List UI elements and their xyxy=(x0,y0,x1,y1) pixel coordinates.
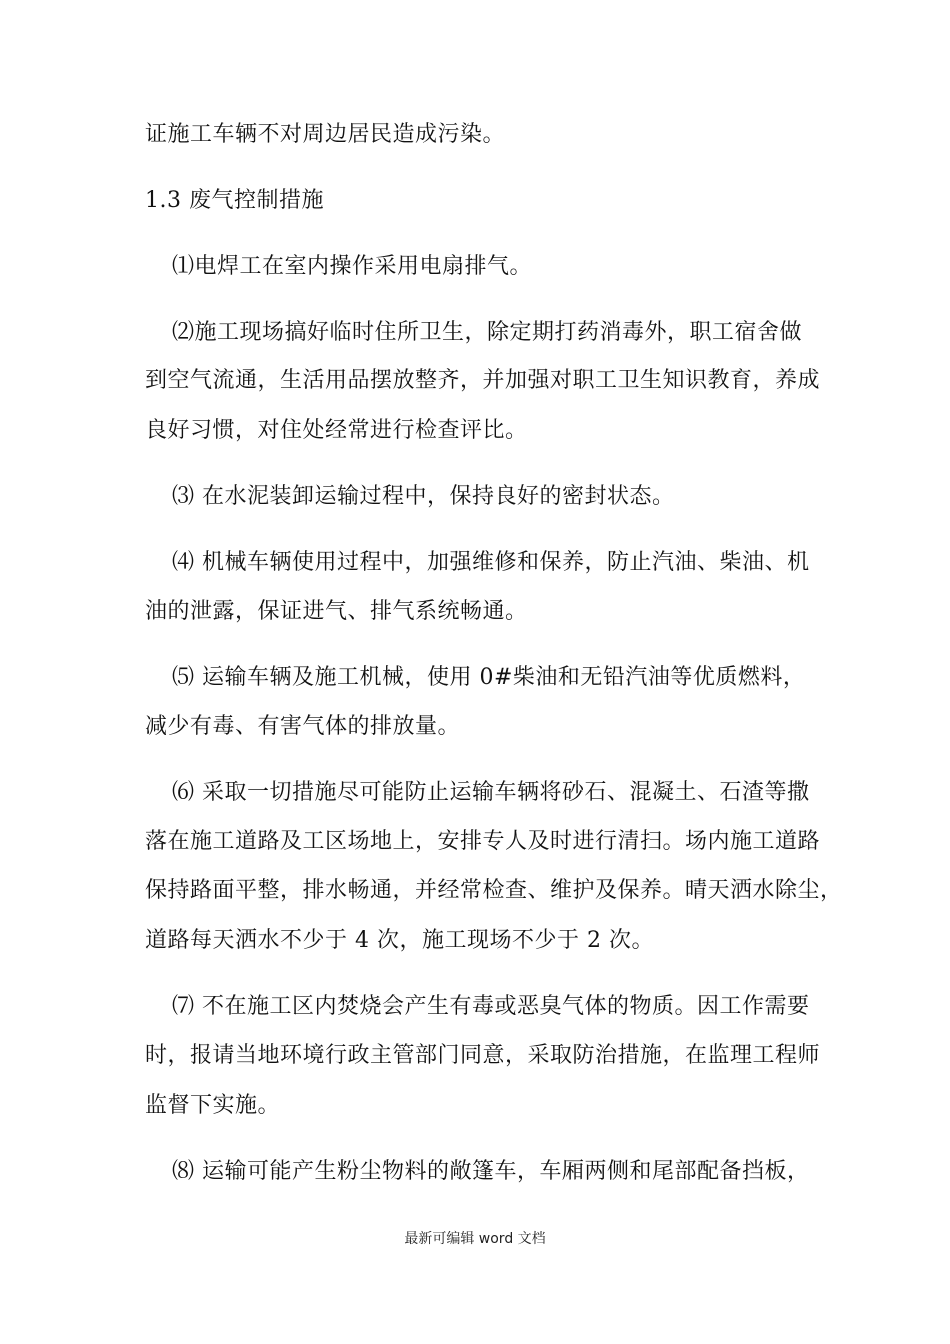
paragraph-line: 时，报请当地环境行政主管部门同意，采取防治措施，在监理工程师 xyxy=(145,1043,821,1068)
paragraph-line: 证施工车辆不对周边居民造成污染。 xyxy=(145,122,506,147)
paragraph-line: 良好习惯，对住处经常进行检查评比。 xyxy=(145,418,528,443)
paragraph-line: 保持路面平整，排水畅通，并经常检查、维护及保养。晴天洒水除尘， xyxy=(145,878,843,903)
section-heading: 1.3 废气控制措施 xyxy=(145,188,324,213)
paragraph-line: ⑹ 采取一切措施尽可能防止运输车辆将砂石、混凝土、石渣等撒 xyxy=(172,780,810,805)
page-footer: 最新可编辑 word 文档 xyxy=(404,1231,546,1247)
paragraph-line: ⑻ 运输可能产生粉尘物料的敞篷车，车厢两侧和尾部配备挡板， xyxy=(172,1159,810,1184)
paragraph-line: ⑸ 运输车辆及施工机械，使用 0#柴油和无铅汽油等优质燃料， xyxy=(172,665,806,690)
paragraph-line: 到空气流通，生活用品摆放整齐，并加强对职工卫生知识教育，养成 xyxy=(145,368,821,393)
paragraph-line: 油的泄露，保证进气、排气系统畅通。 xyxy=(145,599,528,624)
paragraph-line: ⑴电焊工在室内操作采用电扇排气。 xyxy=(172,254,533,279)
paragraph-line: 监督下实施。 xyxy=(145,1093,281,1118)
paragraph-line: ⑺ 不在施工区内焚烧会产生有毒或恶臭气体的物质。因工作需要 xyxy=(172,994,810,1019)
paragraph-line: 减少有毒、有害气体的排放量。 xyxy=(145,714,461,739)
paragraph-line: 落在施工道路及工区场地上，安排专人及时进行清扫。场内施工道路 xyxy=(145,829,821,854)
paragraph-line: 道路每天洒水不少于 4 次，施工现场不少于 2 次。 xyxy=(145,928,654,953)
paragraph-line: ⑷ 机械车辆使用过程中，加强维修和保养，防止汽油、柴油、机 xyxy=(172,550,810,575)
paragraph-line: ⑵施工现场搞好临时住所卫生，除定期打药消毒外，职工宿舍做 xyxy=(172,320,803,345)
paragraph-line: ⑶ 在水泥装卸运输过程中，保持良好的密封状态。 xyxy=(172,484,675,509)
